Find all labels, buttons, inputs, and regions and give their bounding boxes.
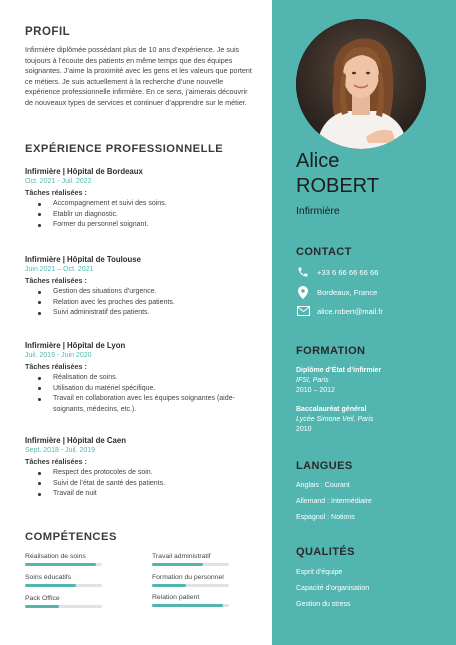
formation-item xyxy=(296,366,446,396)
job-date: Juin 2021 – Oct. 2021 xyxy=(25,266,94,273)
task-item: Suivi de l’état de santé des patients. xyxy=(25,479,265,490)
qualite-item: Esprit d’équipe xyxy=(296,569,343,576)
langue-item: Allemand : Intermédiaire xyxy=(296,498,372,505)
profile-photo xyxy=(296,19,426,149)
skill-item xyxy=(25,553,102,566)
profil-text: Infirmière diplômée possédant plus de 10 ans d’expérience. Je suis toujours à l’écoute des patients en même temps que des équipes soignantes. J’aime la proximité avec les gens et les valeurs que portent ce métiers. Je suis actuellement à la recherche d’une nouvelle expérience professionnelle infirmière. En ce sens, j’aimerais découvrir de nouveaux types de services et continuer d’apprendre sur le métier. xyxy=(25,45,252,107)
qualites-title: QUALITÉS xyxy=(296,546,355,558)
phone-text: +33 6 66 66 66 66 xyxy=(317,267,379,277)
task-item: Gestion des situations d’urgence. xyxy=(25,287,265,298)
skill-bar-fill xyxy=(25,605,59,608)
tasks-label: Tâches réalisées : xyxy=(25,188,87,197)
job-title: Infirmière | Hôpital de Caen xyxy=(25,436,126,445)
job-entry xyxy=(25,341,265,415)
location-pin-icon xyxy=(296,286,310,298)
task-list xyxy=(25,199,265,231)
contact-email xyxy=(296,305,383,317)
contact-address xyxy=(296,286,377,298)
skill-bar-track xyxy=(25,563,102,566)
skill-item xyxy=(25,595,102,608)
skill-label: Relation patient xyxy=(152,594,200,601)
formation-title: FORMATION xyxy=(296,345,366,357)
qualite-item: Gestion du stress xyxy=(296,601,351,608)
task-list xyxy=(25,287,265,319)
envelope-icon xyxy=(296,305,310,317)
skill-label: Formation du personnel xyxy=(152,574,224,581)
first-name: Alice xyxy=(296,150,340,172)
job-title: Infirmière | Hôpital de Lyon xyxy=(25,341,126,350)
skill-bar-track xyxy=(25,584,102,587)
skill-bar-track xyxy=(152,563,229,566)
task-item: Etablir un diagnostic. xyxy=(25,210,265,221)
skill-bar-fill xyxy=(152,584,186,587)
job-title: Infirmière | Hôpital de Bordeaux xyxy=(25,167,143,176)
job-date: Sept. 2018 - Juil. 2019 xyxy=(25,447,96,454)
job-title: Infirmière | Hôpital de Toulouse xyxy=(25,255,141,264)
job-date: Oct. 2021 - Juil. 2022 xyxy=(25,178,92,185)
skill-bar-fill xyxy=(25,563,96,566)
skill-bar-track xyxy=(25,605,102,608)
formation-years: 2010 xyxy=(296,426,312,433)
last-name: ROBERT xyxy=(296,175,379,197)
skill-bar-fill xyxy=(25,584,76,587)
job-entry xyxy=(25,167,265,231)
langues-title: LANGUES xyxy=(296,460,353,472)
task-item: Travail de nuit xyxy=(25,489,265,500)
tasks-label: Tâches réalisées : xyxy=(25,457,87,466)
tasks-label: Tâches réalisées : xyxy=(25,276,87,285)
contact-phone xyxy=(296,266,378,278)
qualite-item: Capacité d’organisation xyxy=(296,585,370,592)
formation-years: 2010 – 2012 xyxy=(296,387,335,394)
address-text: Bordeaux, France xyxy=(317,287,378,297)
task-item: Relation avec les proches des patients. xyxy=(25,298,265,309)
job-role: Infirmière xyxy=(296,205,340,217)
job-date: Juil. 2019 - Juin 2020 xyxy=(25,352,92,359)
skill-item xyxy=(152,574,229,587)
tasks-label: Tâches réalisées : xyxy=(25,362,87,371)
skill-bar-track xyxy=(152,604,229,607)
task-item: Suivi administratif des patients. xyxy=(25,308,265,319)
phone-icon xyxy=(296,266,310,278)
langue-item: Anglais : Courant xyxy=(296,482,350,489)
task-list xyxy=(25,373,265,415)
formation-degree: Baccalauréat général xyxy=(296,406,367,413)
skill-bar-track xyxy=(152,584,229,587)
formation-item xyxy=(296,405,446,435)
skill-bar-fill xyxy=(152,563,203,566)
skill-label: Pack Office xyxy=(25,595,60,602)
task-list xyxy=(25,468,265,500)
langue-item: Espagnol : Notions xyxy=(296,514,355,521)
job-entry xyxy=(25,436,265,500)
job-entry xyxy=(25,255,265,319)
skill-item xyxy=(152,594,229,607)
formation-degree: Diplôme d’État d’infirmier xyxy=(296,367,382,374)
email-text: alice.robert@mail.fr xyxy=(317,306,383,316)
skill-label: Soins éducatifs xyxy=(25,574,72,581)
task-item: Travail en collaboration avec les équipes soignantes (aide-soignants, médecins, etc.). xyxy=(25,394,265,415)
skill-item xyxy=(152,553,229,566)
task-item: Réalisation de soins. xyxy=(25,373,265,384)
task-item: Accompagnement et suivi des soins. xyxy=(25,199,265,210)
task-item: Former du personnel soignant. xyxy=(25,220,265,231)
skill-label: Travail administratif xyxy=(152,553,211,560)
person-photo-icon xyxy=(296,19,426,149)
experience-title: EXPÉRIENCE PROFESSIONNELLE xyxy=(25,143,224,155)
profil-title: PROFIL xyxy=(25,26,71,38)
formation-school: Lycée Simone Veil, Paris xyxy=(296,416,374,423)
task-item: Respect des protocoles de soin. xyxy=(25,468,265,479)
contact-title: CONTACT xyxy=(296,246,352,258)
skill-item xyxy=(25,574,102,587)
skill-label: Réalisation de soins xyxy=(25,553,86,560)
formation-school: IFSI, Paris xyxy=(296,377,329,384)
skill-bar-fill xyxy=(152,604,223,607)
competences-title: COMPÉTENCES xyxy=(25,531,117,543)
task-item: Utilisation du matériel spécifique. xyxy=(25,384,265,395)
